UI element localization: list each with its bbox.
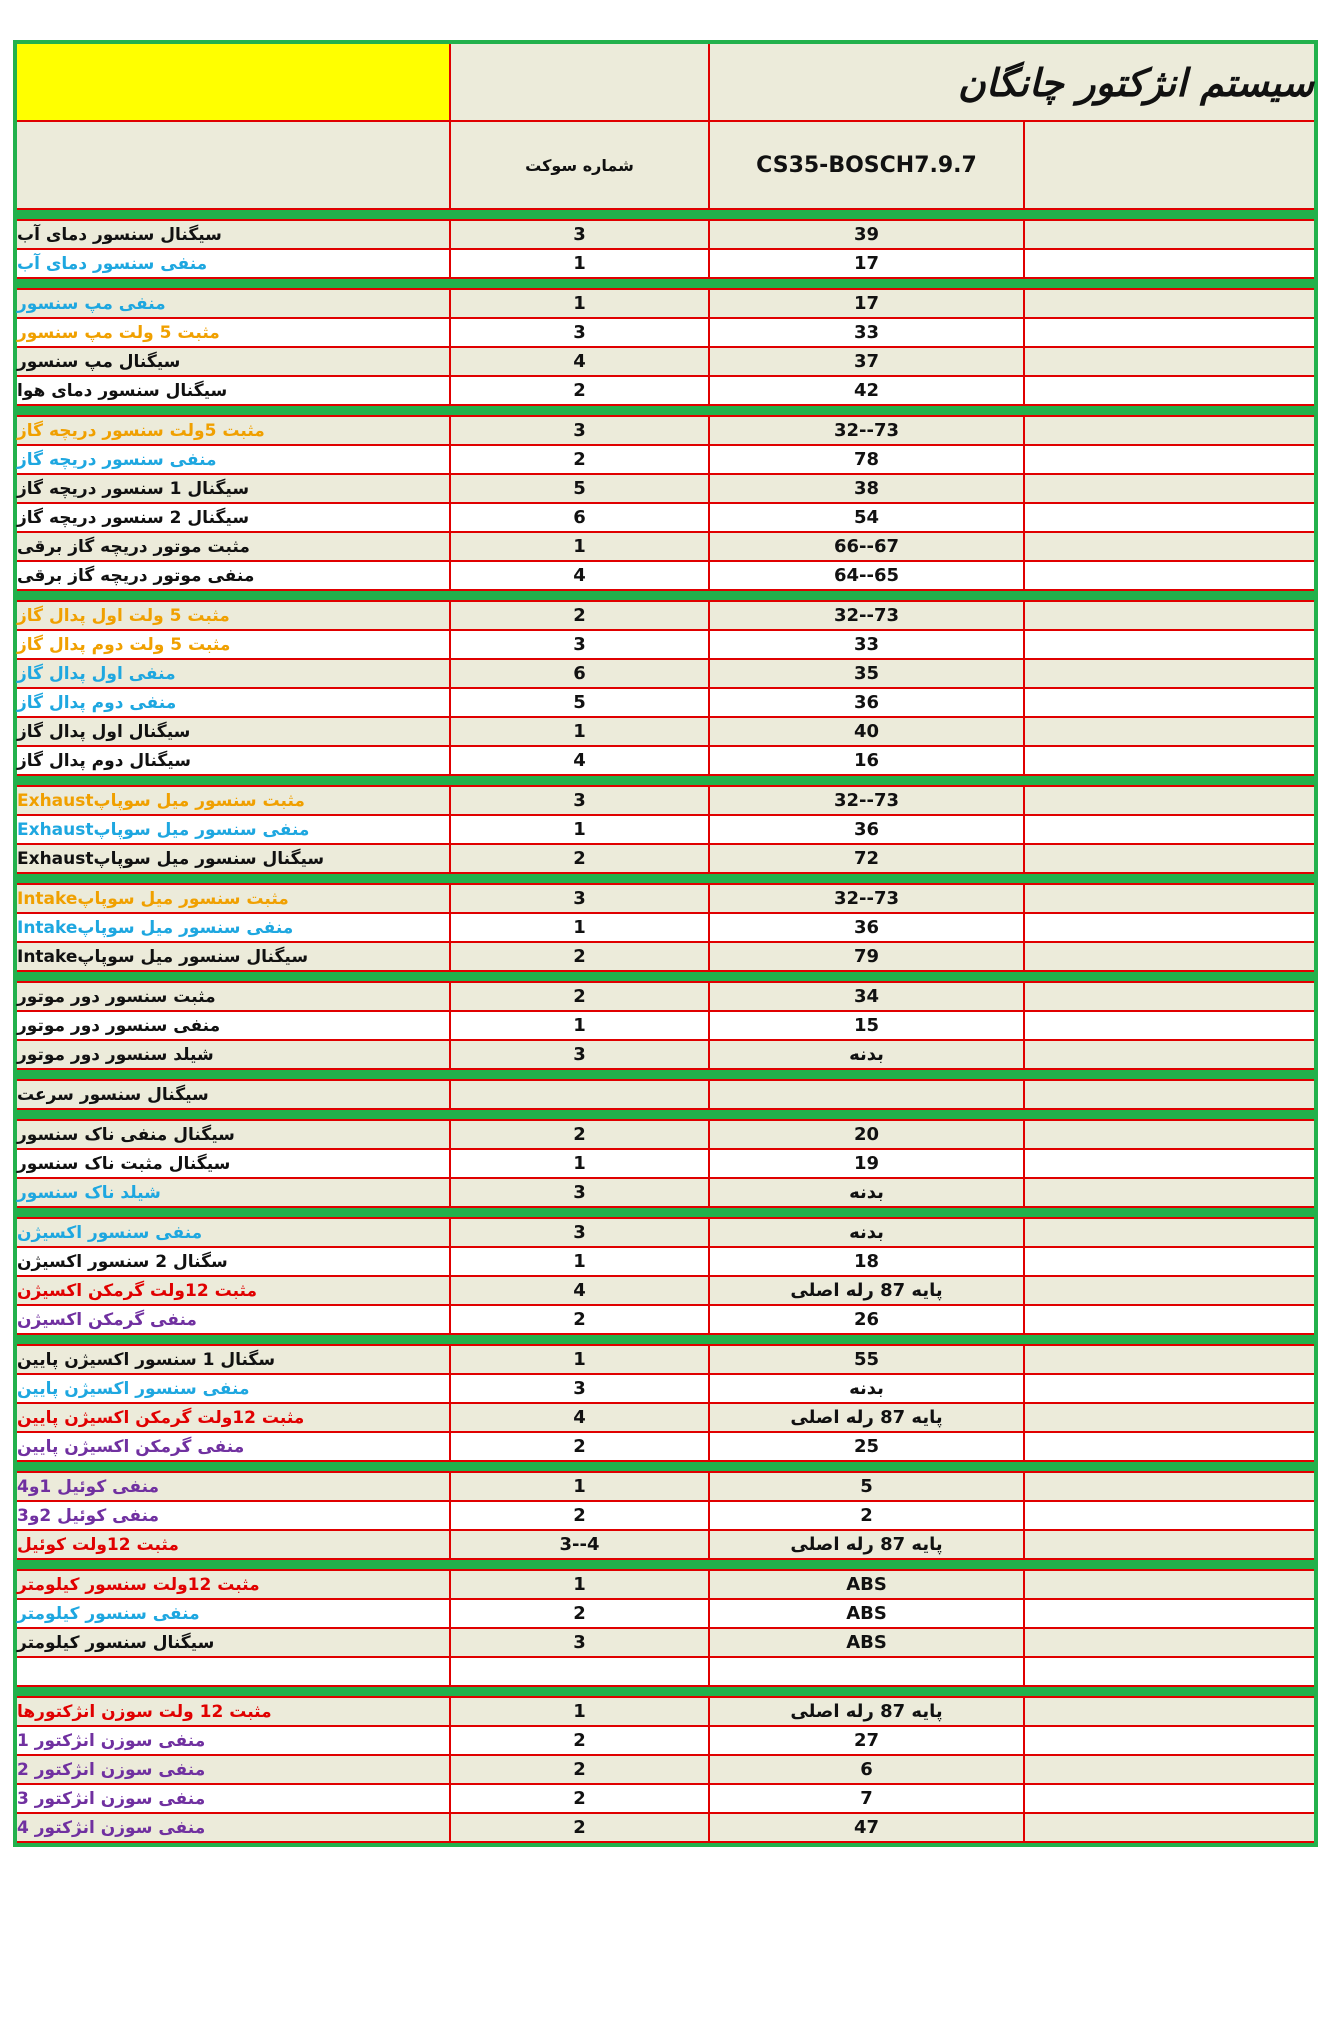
blank-cell bbox=[1025, 1502, 1314, 1531]
blank-cell bbox=[1025, 914, 1314, 943]
socket-number: 1 bbox=[451, 290, 710, 319]
blank-cell bbox=[1025, 1277, 1314, 1306]
blank-cell bbox=[1025, 1081, 1314, 1110]
ecu-pin: 37 bbox=[710, 348, 1025, 377]
socket-number: 4 bbox=[451, 348, 710, 377]
table-row bbox=[17, 1814, 1314, 1843]
socket-number: 6 bbox=[451, 504, 710, 533]
ecu-pin: 42 bbox=[710, 377, 1025, 406]
table-row bbox=[17, 983, 1314, 1012]
blank-cell bbox=[1025, 943, 1314, 972]
blank-cell bbox=[1025, 1531, 1314, 1560]
table-row bbox=[17, 1698, 1314, 1727]
table-row bbox=[17, 1179, 1314, 1208]
blank-cell bbox=[1025, 747, 1314, 776]
group-separator bbox=[17, 1335, 1314, 1346]
wire-label: منفی سنسور میل سوپاپIntake bbox=[17, 914, 451, 943]
socket-number: 1 bbox=[451, 1346, 710, 1375]
table-row bbox=[17, 660, 1314, 689]
ecu-pin: 34 bbox=[710, 983, 1025, 1012]
ecu-pin: 15 bbox=[710, 1012, 1025, 1041]
ecu-pin: بدنه bbox=[710, 1219, 1025, 1248]
group-separator bbox=[17, 406, 1314, 417]
blank-cell bbox=[1025, 1629, 1314, 1658]
socket-number: 3 bbox=[451, 1219, 710, 1248]
blank-cell bbox=[1025, 1785, 1314, 1814]
table-row bbox=[17, 562, 1314, 591]
socket-number: 3--4 bbox=[451, 1531, 710, 1560]
ecu-pin: 40 bbox=[710, 718, 1025, 747]
ecu-pin: ABS bbox=[710, 1629, 1025, 1658]
socket-number: 3 bbox=[451, 885, 710, 914]
socket-number: 2 bbox=[451, 1502, 710, 1531]
blank-cell bbox=[1025, 504, 1314, 533]
ecu-pin: 36 bbox=[710, 914, 1025, 943]
model-column-header: CS35-BOSCH7.9.7 bbox=[710, 122, 1025, 210]
socket-number: 3 bbox=[451, 1629, 710, 1658]
table-row bbox=[17, 787, 1314, 816]
table-row bbox=[17, 1756, 1314, 1785]
wire-label: مثبت 12ولت سنسور کیلومتر bbox=[17, 1571, 451, 1600]
table-row bbox=[17, 1306, 1314, 1335]
socket-number: 4 bbox=[451, 562, 710, 591]
table-row bbox=[17, 348, 1314, 377]
socket-number: 1 bbox=[451, 533, 710, 562]
blank-cell bbox=[1025, 377, 1314, 406]
ecu-pin: 39 bbox=[710, 221, 1025, 250]
table-row bbox=[17, 1727, 1314, 1756]
wire-label: سیگنال مپ سنسور bbox=[17, 348, 451, 377]
blank-cell bbox=[1025, 1756, 1314, 1785]
wire-label: سیگنال اول پدال گاز bbox=[17, 718, 451, 747]
group-separator bbox=[17, 1208, 1314, 1219]
socket-number: 2 bbox=[451, 943, 710, 972]
wire-label: مثبت 12ولت کوئیل bbox=[17, 1531, 451, 1560]
socket-number: 2 bbox=[451, 1433, 710, 1462]
ecu-pin: 26 bbox=[710, 1306, 1025, 1335]
wire-label: مثبت موتور دریچه گاز برقی bbox=[17, 533, 451, 562]
ecu-pin: پایه 87 رله اصلی bbox=[710, 1531, 1025, 1560]
socket-number: 1 bbox=[451, 1473, 710, 1502]
socket-column-header: شماره سوکت bbox=[451, 122, 710, 210]
table-row bbox=[17, 816, 1314, 845]
blank-cell bbox=[1025, 1473, 1314, 1502]
table-row bbox=[17, 845, 1314, 874]
blank-cell bbox=[1025, 1404, 1314, 1433]
blank-cell bbox=[1025, 1658, 1314, 1687]
ecu-pin: پایه 87 رله اصلی bbox=[710, 1277, 1025, 1306]
socket-number: 1 bbox=[451, 1698, 710, 1727]
blank-cell bbox=[1025, 660, 1314, 689]
wire-label: منفی سنسور اکسیژن bbox=[17, 1219, 451, 1248]
socket-number: 1 bbox=[451, 914, 710, 943]
table-row bbox=[17, 1473, 1314, 1502]
socket-number: 2 bbox=[451, 446, 710, 475]
ecu-pin: بدنه bbox=[710, 1041, 1025, 1070]
ecu-pin: پایه 87 رله اصلی bbox=[710, 1404, 1025, 1433]
blank-cell bbox=[1025, 787, 1314, 816]
wire-label: مثبت 5ولت سنسور دریچه گاز bbox=[17, 417, 451, 446]
table-row bbox=[17, 1375, 1314, 1404]
table-row bbox=[17, 319, 1314, 348]
table-row bbox=[17, 602, 1314, 631]
group-separator bbox=[17, 279, 1314, 290]
blank-cell bbox=[1025, 631, 1314, 660]
ecu-pin: 66--67 bbox=[710, 533, 1025, 562]
blank-cell bbox=[1025, 475, 1314, 504]
wire-label: منفی سنسور اکسیژن پایین bbox=[17, 1375, 451, 1404]
wire-label: منفی سوزن انژکتور 3 bbox=[17, 1785, 451, 1814]
ecu-pin: 5 bbox=[710, 1473, 1025, 1502]
socket-number: 3 bbox=[451, 221, 710, 250]
ecu-pin: 32--73 bbox=[710, 787, 1025, 816]
ecu-pin: بدنه bbox=[710, 1179, 1025, 1208]
table-row bbox=[17, 1658, 1314, 1687]
ecu-pin: بدنه bbox=[710, 1375, 1025, 1404]
ecu-pin: 55 bbox=[710, 1346, 1025, 1375]
ecu-pin: 64--65 bbox=[710, 562, 1025, 591]
blank-cell bbox=[1025, 319, 1314, 348]
table-row bbox=[17, 1346, 1314, 1375]
blank-cell bbox=[1025, 1150, 1314, 1179]
socket-number: 5 bbox=[451, 475, 710, 504]
wire-label bbox=[17, 1658, 451, 1687]
ecu-pin: 78 bbox=[710, 446, 1025, 475]
table-row bbox=[17, 689, 1314, 718]
table-row bbox=[17, 1081, 1314, 1110]
wire-label: منفی سنسور دریچه گاز bbox=[17, 446, 451, 475]
blank-cell bbox=[17, 122, 451, 210]
ecu-pin: 2 bbox=[710, 1502, 1025, 1531]
blank-cell bbox=[1025, 1306, 1314, 1335]
socket-number bbox=[451, 1081, 710, 1110]
socket-number: 1 bbox=[451, 1248, 710, 1277]
wire-label: منفی موتور دریچه گاز برقی bbox=[17, 562, 451, 591]
table-row bbox=[17, 914, 1314, 943]
table-row bbox=[17, 718, 1314, 747]
ecu-pin: 79 bbox=[710, 943, 1025, 972]
group-separator bbox=[17, 1110, 1314, 1121]
page-title: سیستم انژکتور چانگان bbox=[710, 44, 1314, 122]
socket-number: 2 bbox=[451, 1785, 710, 1814]
wire-label: مثبت 5 ولت دوم پدال گاز bbox=[17, 631, 451, 660]
table-row bbox=[17, 1012, 1314, 1041]
blank-cell bbox=[1025, 602, 1314, 631]
table-row bbox=[17, 747, 1314, 776]
wire-label: سیگنال سنسور میل سوپاپExhaust bbox=[17, 845, 451, 874]
group-separator bbox=[17, 972, 1314, 983]
wire-label: شیلد ناک سنسور bbox=[17, 1179, 451, 1208]
ecu-pin: 32--73 bbox=[710, 885, 1025, 914]
socket-number: 3 bbox=[451, 1179, 710, 1208]
table-row bbox=[17, 504, 1314, 533]
ecu-pin: 27 bbox=[710, 1727, 1025, 1756]
wire-label: شیلد سنسور دور موتور bbox=[17, 1041, 451, 1070]
table-row bbox=[17, 631, 1314, 660]
wire-label: منفی سنسور دمای آب bbox=[17, 250, 451, 279]
ecu-pin bbox=[710, 1081, 1025, 1110]
table-row bbox=[17, 1629, 1314, 1658]
wire-label: سیگنال دوم پدال گاز bbox=[17, 747, 451, 776]
blank-cell bbox=[1025, 983, 1314, 1012]
blank-cell bbox=[1025, 718, 1314, 747]
blank-cell bbox=[1025, 348, 1314, 377]
blank-cell bbox=[1025, 689, 1314, 718]
ecu-pin: 35 bbox=[710, 660, 1025, 689]
socket-number: 5 bbox=[451, 689, 710, 718]
blank-cell bbox=[1025, 1433, 1314, 1462]
group-separator bbox=[17, 874, 1314, 885]
title-row bbox=[17, 44, 1314, 122]
wire-label: منفی سوزن انژکتور 1 bbox=[17, 1727, 451, 1756]
socket-number: 1 bbox=[451, 1012, 710, 1041]
blank-cell bbox=[1025, 1814, 1314, 1843]
wire-label: سیگنال سنسور دمای هوا bbox=[17, 377, 451, 406]
wiring-table bbox=[13, 40, 1318, 1847]
blank-cell bbox=[1025, 250, 1314, 279]
wire-label: منفی سنسور میل سوپاپExhaust bbox=[17, 816, 451, 845]
header-row bbox=[17, 122, 1314, 210]
wire-label: سیگنال سنسور کیلومتر bbox=[17, 1629, 451, 1658]
socket-number: 3 bbox=[451, 787, 710, 816]
table-row bbox=[17, 377, 1314, 406]
blank-cell bbox=[1025, 1179, 1314, 1208]
wire-label: منفی اول پدال گاز bbox=[17, 660, 451, 689]
table-row bbox=[17, 1502, 1314, 1531]
blank-cell bbox=[1025, 122, 1314, 210]
socket-number: 6 bbox=[451, 660, 710, 689]
wire-label: منفی کوئیل 1و4 bbox=[17, 1473, 451, 1502]
ecu-pin: 32--73 bbox=[710, 417, 1025, 446]
blank-cell bbox=[1025, 417, 1314, 446]
blank-cell bbox=[451, 44, 710, 122]
wire-label: مثبت 5 ولت اول پدال گاز bbox=[17, 602, 451, 631]
wire-label: منفی سنسور کیلومتر bbox=[17, 1600, 451, 1629]
wire-label: منفی گرمکن اکسیژن bbox=[17, 1306, 451, 1335]
blank-cell bbox=[1025, 1571, 1314, 1600]
socket-number: 4 bbox=[451, 1404, 710, 1433]
blank-cell bbox=[1025, 1219, 1314, 1248]
table-row bbox=[17, 1785, 1314, 1814]
wire-label: سگنال 1 سنسور اکسیژن پایین bbox=[17, 1346, 451, 1375]
blank-cell bbox=[1025, 1121, 1314, 1150]
socket-number: 2 bbox=[451, 377, 710, 406]
ecu-pin: 19 bbox=[710, 1150, 1025, 1179]
wire-label: سیگنال مثبت ناک سنسور bbox=[17, 1150, 451, 1179]
socket-number: 2 bbox=[451, 602, 710, 631]
blank-cell bbox=[1025, 845, 1314, 874]
ecu-pin: 33 bbox=[710, 631, 1025, 660]
blank-cell bbox=[1025, 1012, 1314, 1041]
socket-number: 2 bbox=[451, 1600, 710, 1629]
socket-number: 3 bbox=[451, 1375, 710, 1404]
blank-cell bbox=[1025, 562, 1314, 591]
blank-cell bbox=[1025, 816, 1314, 845]
wire-label: منفی مپ سنسور bbox=[17, 290, 451, 319]
socket-number: 2 bbox=[451, 845, 710, 874]
ecu-pin: 20 bbox=[710, 1121, 1025, 1150]
wire-label: مثبت 12 ولت سوزن انژکتورها bbox=[17, 1698, 451, 1727]
blank-cell bbox=[1025, 1600, 1314, 1629]
blank-cell bbox=[1025, 1698, 1314, 1727]
socket-number: 1 bbox=[451, 1571, 710, 1600]
ecu-pin: 25 bbox=[710, 1433, 1025, 1462]
wire-label: مثبت 12ولت گرمکن اکسیژن bbox=[17, 1277, 451, 1306]
ecu-pin: ABS bbox=[710, 1571, 1025, 1600]
table-row bbox=[17, 1531, 1314, 1560]
socket-number: 2 bbox=[451, 1756, 710, 1785]
socket-number: 3 bbox=[451, 631, 710, 660]
ecu-pin: 72 bbox=[710, 845, 1025, 874]
wire-label: منفی سوزن انژکتور 2 bbox=[17, 1756, 451, 1785]
ecu-pin: 54 bbox=[710, 504, 1025, 533]
socket-number: 2 bbox=[451, 983, 710, 1012]
socket-number: 2 bbox=[451, 1121, 710, 1150]
ecu-pin: 18 bbox=[710, 1248, 1025, 1277]
ecu-pin: 47 bbox=[710, 1814, 1025, 1843]
group-separator bbox=[17, 1687, 1314, 1698]
table-row bbox=[17, 1600, 1314, 1629]
blank-cell bbox=[1025, 290, 1314, 319]
ecu-pin: 32--73 bbox=[710, 602, 1025, 631]
blank-cell bbox=[1025, 1248, 1314, 1277]
socket-number: 2 bbox=[451, 1814, 710, 1843]
wire-label: منفی سوزن انژکتور 4 bbox=[17, 1814, 451, 1843]
table-row bbox=[17, 250, 1314, 279]
table-row bbox=[17, 1571, 1314, 1600]
blank-cell bbox=[1025, 446, 1314, 475]
socket-number: 1 bbox=[451, 250, 710, 279]
ecu-pin: 6 bbox=[710, 1756, 1025, 1785]
wire-label: مثبت 5 ولت مپ سنسور bbox=[17, 319, 451, 348]
table-body bbox=[17, 210, 1314, 1843]
ecu-pin: 38 bbox=[710, 475, 1025, 504]
wire-label: سیگنال منفی ناک سنسور bbox=[17, 1121, 451, 1150]
wire-label: مثبت سنسور میل سوپاپIntake bbox=[17, 885, 451, 914]
wire-label: سگنال 2 سنسور اکسیژن bbox=[17, 1248, 451, 1277]
table-row bbox=[17, 475, 1314, 504]
ecu-pin: پایه 87 رله اصلی bbox=[710, 1698, 1025, 1727]
ecu-pin: 36 bbox=[710, 816, 1025, 845]
table-row bbox=[17, 1433, 1314, 1462]
blank-cell bbox=[1025, 221, 1314, 250]
ecu-pin: 17 bbox=[710, 250, 1025, 279]
socket-number bbox=[451, 1658, 710, 1687]
socket-number: 3 bbox=[451, 1041, 710, 1070]
wire-label: مثبت سنسور دور موتور bbox=[17, 983, 451, 1012]
table-row bbox=[17, 417, 1314, 446]
wire-label: سیگنال سنسور میل سوپاپIntake bbox=[17, 943, 451, 972]
wire-label: منفی کوئیل 2و3 bbox=[17, 1502, 451, 1531]
yellow-cell bbox=[17, 44, 451, 122]
table-row bbox=[17, 1150, 1314, 1179]
ecu-pin: 17 bbox=[710, 290, 1025, 319]
wire-label: منفی دوم پدال گاز bbox=[17, 689, 451, 718]
table-row bbox=[17, 221, 1314, 250]
socket-number: 3 bbox=[451, 319, 710, 348]
table-row bbox=[17, 1248, 1314, 1277]
blank-cell bbox=[1025, 1375, 1314, 1404]
socket-number: 2 bbox=[451, 1306, 710, 1335]
table-row bbox=[17, 446, 1314, 475]
blank-cell bbox=[1025, 1727, 1314, 1756]
group-separator bbox=[17, 210, 1314, 221]
socket-number: 4 bbox=[451, 747, 710, 776]
socket-number: 3 bbox=[451, 417, 710, 446]
group-separator bbox=[17, 591, 1314, 602]
socket-number: 1 bbox=[451, 816, 710, 845]
wire-label: منفی سنسور دور موتور bbox=[17, 1012, 451, 1041]
ecu-pin: 7 bbox=[710, 1785, 1025, 1814]
socket-number: 2 bbox=[451, 1727, 710, 1756]
wire-label: مثبت سنسور میل سوپاپExhaust bbox=[17, 787, 451, 816]
wire-label: مثبت 12ولت گرمکن اکسیژن پایین bbox=[17, 1404, 451, 1433]
table-row bbox=[17, 1041, 1314, 1070]
group-separator bbox=[17, 1462, 1314, 1473]
group-separator bbox=[17, 1560, 1314, 1571]
table-row bbox=[17, 290, 1314, 319]
ecu-pin bbox=[710, 1658, 1025, 1687]
wire-label: سیگنال 2 سنسور دریچه گاز bbox=[17, 504, 451, 533]
ecu-pin: 16 bbox=[710, 747, 1025, 776]
group-separator bbox=[17, 1070, 1314, 1081]
wire-label: منفی گرمکن اکسیژن پایین bbox=[17, 1433, 451, 1462]
table-row bbox=[17, 1219, 1314, 1248]
table-row bbox=[17, 885, 1314, 914]
table-row bbox=[17, 1121, 1314, 1150]
ecu-pin: 36 bbox=[710, 689, 1025, 718]
socket-number: 4 bbox=[451, 1277, 710, 1306]
socket-number: 1 bbox=[451, 1150, 710, 1179]
ecu-pin: ABS bbox=[710, 1600, 1025, 1629]
blank-cell bbox=[1025, 1346, 1314, 1375]
table-row bbox=[17, 1404, 1314, 1433]
socket-number: 1 bbox=[451, 718, 710, 747]
table-row bbox=[17, 1277, 1314, 1306]
wire-label: سیگنال 1 سنسور دریچه گاز bbox=[17, 475, 451, 504]
blank-cell bbox=[1025, 1041, 1314, 1070]
wire-label: سیگنال سنسور دمای آب bbox=[17, 221, 451, 250]
wire-label: سیگنال سنسور سرعت bbox=[17, 1081, 451, 1110]
blank-cell bbox=[1025, 533, 1314, 562]
group-separator bbox=[17, 776, 1314, 787]
table-row bbox=[17, 533, 1314, 562]
ecu-pin: 33 bbox=[710, 319, 1025, 348]
table-row bbox=[17, 943, 1314, 972]
blank-cell bbox=[1025, 885, 1314, 914]
